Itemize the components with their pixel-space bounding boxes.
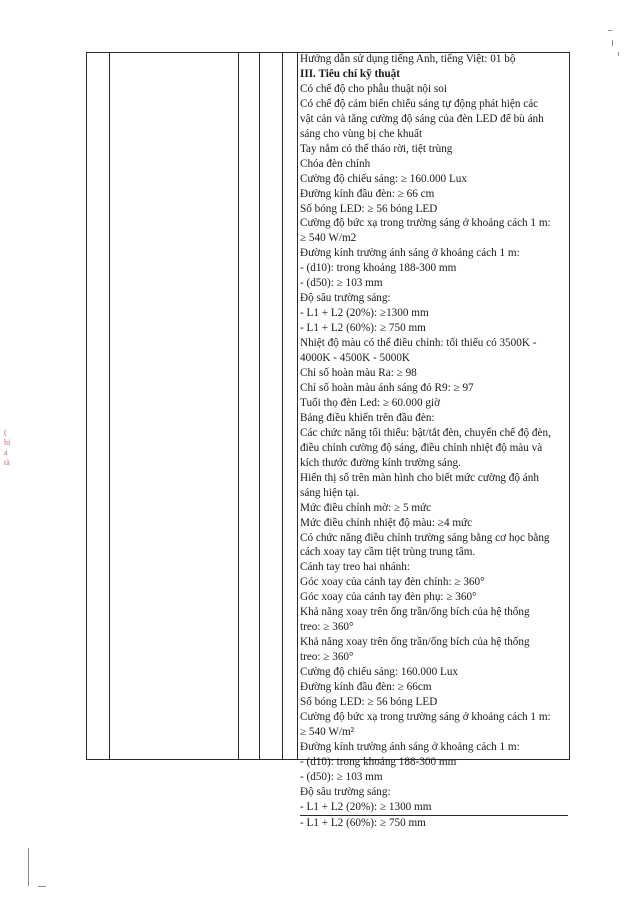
col-border-2 (109, 52, 110, 759)
col-border-5 (282, 52, 283, 759)
spec-line: Mức điều chỉnh mờ: ≥ 5 mức (300, 501, 432, 514)
spec-line: - (d50): ≥ 103 mm (300, 277, 383, 290)
spec-line: Cánh tay treo hai nhánh: (300, 561, 410, 574)
spec-line: - (d10): trong khoảng 188-300 mm (300, 262, 457, 275)
spec-line: treo: ≥ 360° (300, 621, 354, 634)
spec-line: Chóa đèn chính (300, 157, 371, 170)
spec-line: Số bóng LED: ≥ 56 bóng LED (300, 202, 438, 215)
spec-line: Cường độ bức xạ trong trường sáng ở khoảng cách 1 m: (300, 217, 551, 230)
spec-line: - (d50): ≥ 103 mm (300, 770, 383, 783)
spec-line: - L1 + L2 (60%): ≥ 750 mm (300, 322, 426, 335)
spec-line: Góc xoay của cánh tay đèn phụ: ≥ 360° (300, 591, 477, 604)
spec-line: Có chế độ cảm biến chiếu sáng tự động phát hiện các (300, 97, 539, 110)
spec-line: Số bóng LED: ≥ 56 bóng LED (300, 695, 438, 708)
spec-text-column (300, 52, 568, 831)
col-border-3 (238, 52, 239, 759)
spec-line: điều chỉnh cường độ sáng, điều chỉnh nhiệt độ màu và (300, 441, 543, 454)
spec-line: cách xoay tay cầm tiệt trùng trung tâm. (300, 546, 476, 559)
col-border-1 (86, 52, 87, 759)
spec-line: ≥ 540 W/m2 (300, 232, 357, 245)
spec-line: Cường độ bức xạ trong trường sáng ở khoảng cách 1 m: (300, 710, 551, 723)
spec-line: Chỉ số hoàn màu ánh sáng đỏ R9: ≥ 97 (300, 381, 474, 394)
spec-line: Bảng điều khiển trên đầu đèn: (300, 411, 435, 424)
stamp-fragment-2: a (4, 448, 8, 457)
spec-line: Tay nắm có thể tháo rời, tiệt trùng (300, 142, 453, 155)
spec-line: Hiển thị số trên màn hình cho biết mức cường độ ánh (300, 471, 539, 484)
margin-scan-mark (28, 848, 29, 886)
stamp-fragment-1: hi (4, 438, 11, 447)
spec-line: Hướng dẫn sử dụng tiếng Anh, tiếng Việt: 01 bộ (300, 53, 516, 65)
margin-scan-mark (608, 30, 612, 31)
stamp-fragment-3: tà (4, 458, 10, 467)
spec-line: - L1 + L2 (20%): ≥1300 mm (300, 307, 429, 320)
spec-line: III. Tiêu chí kỹ thuật (300, 67, 400, 80)
spec-line: - L1 + L2 (20%): ≥ 1300 mm (300, 800, 432, 813)
spec-line: kích thước đường kính trường sáng. (300, 456, 461, 469)
spec-line: Mức điều chỉnh nhiệt độ màu: ≥4 mức (300, 516, 473, 529)
spec-line: - (d10): trong khoảng 188-300 mm (300, 755, 457, 768)
spec-line: Cường độ chiếu sáng: 160.000 Lux (300, 666, 459, 679)
spec-line: Có chức năng điều chỉnh trường sáng bằng cơ học bằng (300, 531, 550, 544)
margin-scan-mark (618, 52, 619, 56)
spec-line: Đường kính đầu đèn: ≥ 66 cm (300, 187, 435, 200)
spec-line: Độ sâu trường sáng: (300, 785, 391, 798)
spec-line: 4000K - 4500K - 5000K (300, 352, 411, 365)
spec-line: Tuổi thọ đèn Led: ≥ 60.000 giờ (300, 396, 440, 409)
spec-line: Có chế độ cho phẫu thuật nội soi (300, 82, 447, 95)
spec-line: Đường kính trường ánh sáng ở khoảng cách 1 m: (300, 740, 520, 753)
spec-line: sáng hiện tại. (300, 486, 360, 499)
spec-line: Độ sâu trường sáng: (300, 292, 391, 305)
margin-scan-mark (38, 886, 46, 887)
spec-line: Đường kính trường ánh sáng ở khoảng cách 1 m: (300, 247, 520, 260)
left-stamp-fragment (4, 428, 10, 468)
spec-line: Các chức năng tối thiểu: bật/tắt đèn, chuyển chế độ đèn, (300, 426, 551, 439)
spec-line: Chỉ số hoàn màu Ra: ≥ 98 (300, 367, 417, 380)
spec-line: Cường độ chiếu sáng: ≥ 160.000 Lux (300, 172, 467, 185)
spec-line: Góc xoay của cánh tay đèn chính: ≥ 360° (300, 576, 485, 589)
spec-line: Khả năng xoay trên ống trần/ống bích của hệ thống (300, 606, 530, 619)
stamp-fragment-0: ( (4, 428, 7, 437)
spec-line: sáng cho vùng bị che khuất (300, 127, 423, 140)
col-border-4 (259, 52, 260, 759)
spec-line: Nhiệt độ màu có thể điều chỉnh: tối thiểu có 3500K - (300, 337, 537, 350)
spec-line: vật cản và tăng cường độ sáng của đèn LED để bù ánh (300, 112, 544, 125)
spec-line: Khả năng xoay trên ống trần/ống bích của hệ thống (300, 636, 530, 649)
margin-scan-mark (612, 40, 613, 46)
spec-line: Đường kính đầu đèn: ≥ 66cm (300, 681, 432, 694)
spec-line: - L1 + L2 (60%): ≥ 750 mm (300, 815, 568, 831)
col-border-6 (297, 52, 298, 759)
spec-line: treo: ≥ 360° (300, 651, 354, 664)
spec-line: ≥ 540 W/m² (300, 725, 355, 738)
col-border-7 (569, 52, 570, 759)
